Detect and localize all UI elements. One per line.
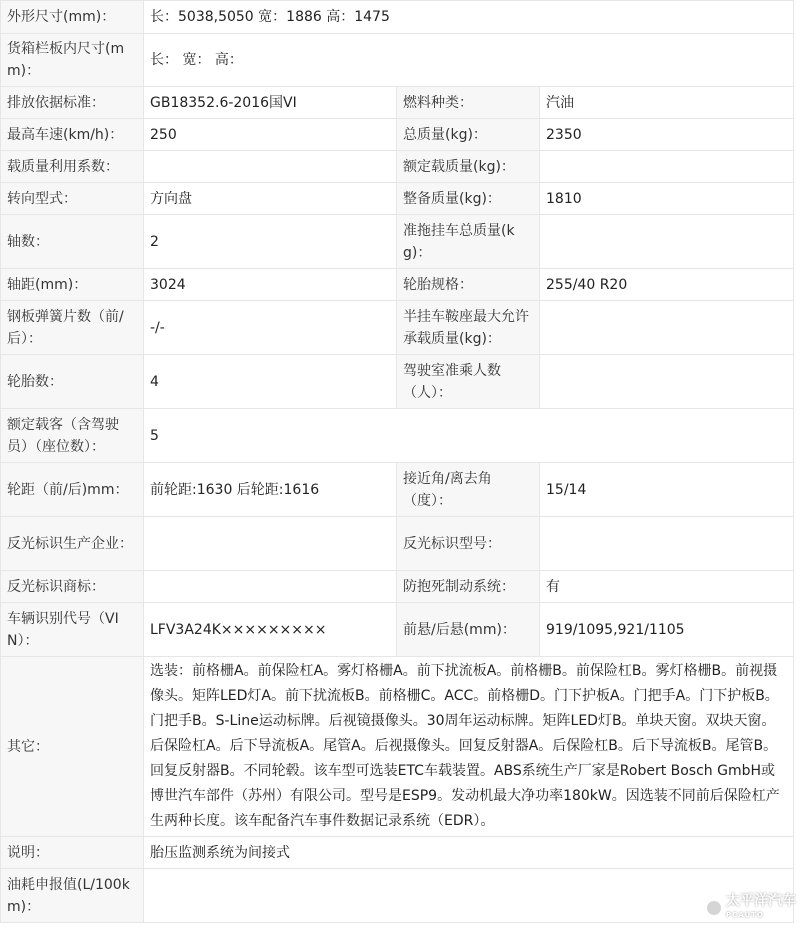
table-row bbox=[1, 87, 794, 119]
watermark-text bbox=[726, 894, 796, 922]
value-vin: LFV3A24K××××××××× bbox=[144, 603, 397, 657]
label-overhang: 前悬/后悬(mm)： bbox=[397, 603, 540, 657]
value-trailer-mass bbox=[540, 215, 794, 269]
label-other: 其它： bbox=[1, 657, 144, 837]
label-abs: 防抱死制动系统： bbox=[397, 571, 540, 603]
value-wheelbase: 3024 bbox=[144, 269, 397, 301]
label-trailer-mass: 准拖挂车总质量(kg)： bbox=[397, 215, 540, 269]
value-reflector-model bbox=[540, 517, 794, 571]
label-steering-type: 转向型式： bbox=[1, 183, 144, 215]
label-axle-count: 轴数： bbox=[1, 215, 144, 269]
table-row bbox=[1, 301, 794, 355]
table-row bbox=[1, 119, 794, 151]
table-row bbox=[1, 1, 794, 34]
table-row bbox=[1, 463, 794, 517]
label-rated-load: 额定载质量(kg)： bbox=[397, 151, 540, 183]
label-vin: 车辆识别代号（VIN）： bbox=[1, 603, 144, 657]
table-row bbox=[1, 657, 794, 837]
table-row bbox=[1, 355, 794, 409]
value-rated-load bbox=[540, 151, 794, 183]
value-cargo-box-size: 长： 宽： 高： bbox=[144, 34, 794, 87]
label-cargo-box-size: 货箱栏板内尺寸(mm)： bbox=[1, 34, 144, 87]
table-row bbox=[1, 571, 794, 603]
watermark-logo bbox=[705, 894, 796, 922]
label-leaf-springs: 钢板弹簧片数（前/后）： bbox=[1, 301, 144, 355]
label-dimensions: 外形尺寸(mm)： bbox=[1, 1, 144, 34]
label-tire-spec: 轮胎规格： bbox=[397, 269, 540, 301]
value-steering-type: 方向盘 bbox=[144, 183, 397, 215]
value-tire-spec: 255/40 R20 bbox=[540, 269, 794, 301]
label-saddle-load: 半挂车鞍座最大允许承载质量(kg)： bbox=[397, 301, 540, 355]
table-row bbox=[1, 34, 794, 87]
value-saddle-load bbox=[540, 301, 794, 355]
value-overhang: 919/1095,921/1105 bbox=[540, 603, 794, 657]
table-row bbox=[1, 409, 794, 463]
table-row bbox=[1, 603, 794, 657]
label-rated-passengers: 额定载客（含驾驶员）（座位数）： bbox=[1, 409, 144, 463]
label-fuel-type: 燃料种类： bbox=[397, 87, 540, 119]
label-max-speed: 最高车速(km/h)： bbox=[1, 119, 144, 151]
value-abs: 有 bbox=[540, 571, 794, 603]
label-reflector-model: 反光标识型号： bbox=[397, 517, 540, 571]
watermark-main: 太平洋汽车 bbox=[726, 893, 796, 909]
table-row bbox=[1, 517, 794, 571]
value-note: 胎压监测系统为间接式 bbox=[144, 837, 794, 869]
table-row bbox=[1, 837, 794, 869]
value-rated-passengers: 5 bbox=[144, 409, 794, 463]
value-approach-departure: 15/14 bbox=[540, 463, 794, 517]
label-track-width: 轮距（前/后)mm： bbox=[1, 463, 144, 517]
value-curb-mass: 1810 bbox=[540, 183, 794, 215]
label-curb-mass: 整备质量(kg)： bbox=[397, 183, 540, 215]
label-approach-departure: 接近角/离去角（度）： bbox=[397, 463, 540, 517]
label-note: 说明： bbox=[1, 837, 144, 869]
value-reflector-brand bbox=[144, 571, 397, 603]
pcauto-logo-icon bbox=[705, 899, 723, 917]
value-fuel-type: 汽油 bbox=[540, 87, 794, 119]
watermark-sub: PCAUTO bbox=[726, 911, 764, 919]
label-cab-occupants: 驾驶室准乘人数（人）： bbox=[397, 355, 540, 409]
label-total-mass: 总质量(kg)： bbox=[397, 119, 540, 151]
label-reflector-maker: 反光标识生产企业： bbox=[1, 517, 144, 571]
label-reflector-brand: 反光标识商标： bbox=[1, 571, 144, 603]
label-emission-standard: 排放依据标准： bbox=[1, 87, 144, 119]
value-load-utilization bbox=[144, 151, 397, 183]
value-dimensions: 长：5038,5050 宽：1886 高：1475 bbox=[144, 1, 794, 34]
label-load-utilization: 载质量利用系数： bbox=[1, 151, 144, 183]
value-tire-count: 4 bbox=[144, 355, 397, 409]
table-row bbox=[1, 269, 794, 301]
value-cab-occupants bbox=[540, 355, 794, 409]
value-total-mass: 2350 bbox=[540, 119, 794, 151]
table-row bbox=[1, 869, 794, 923]
label-wheelbase: 轴距(mm)： bbox=[1, 269, 144, 301]
table-row bbox=[1, 183, 794, 215]
label-fuel-consumption: 油耗申报值(L/100km)： bbox=[1, 869, 144, 923]
value-max-speed: 250 bbox=[144, 119, 397, 151]
table-row bbox=[1, 215, 794, 269]
table-row bbox=[1, 151, 794, 183]
value-track-width: 前轮距:1630 后轮距:1616 bbox=[144, 463, 397, 517]
value-emission-standard: GB18352.6-2016国VI bbox=[144, 87, 397, 119]
label-tire-count: 轮胎数： bbox=[1, 355, 144, 409]
value-leaf-springs: -/- bbox=[144, 301, 397, 355]
value-other: 选装：前格栅A。前保险杠A。雾灯格栅A。前下扰流板A。前格栅B。前保险杠B。雾灯格栅B。前视摄像头。矩阵LED灯A。前下扰流板B。前格栅C。ACC。前格栅D。门下护板A。门把手A。门下护板B。门把手B。S-Line运动标牌。后视镜摄像头。30周年运动标牌。矩阵LED灯B。单块天窗。双块天窗。后保险杠A。后下导流板A。尾管A。后视摄像头。回复反射器A。后保险杠B。后下导流板B。尾管B。回复反射器B。不同轮毂。该车型可选装ETC车载装置。ABS系统生产厂家是Robert Bosch GmbH或博世汽车部件（苏州）有限公司。型号是ESP9。发动机最大净功率180kW。因选装不同前后保险杠产生两种长度。该车配备汽车事件数据记录系统（EDR）。 bbox=[144, 657, 794, 837]
value-axle-count: 2 bbox=[144, 215, 397, 269]
value-reflector-maker bbox=[144, 517, 397, 571]
value-fuel-consumption bbox=[144, 869, 794, 923]
